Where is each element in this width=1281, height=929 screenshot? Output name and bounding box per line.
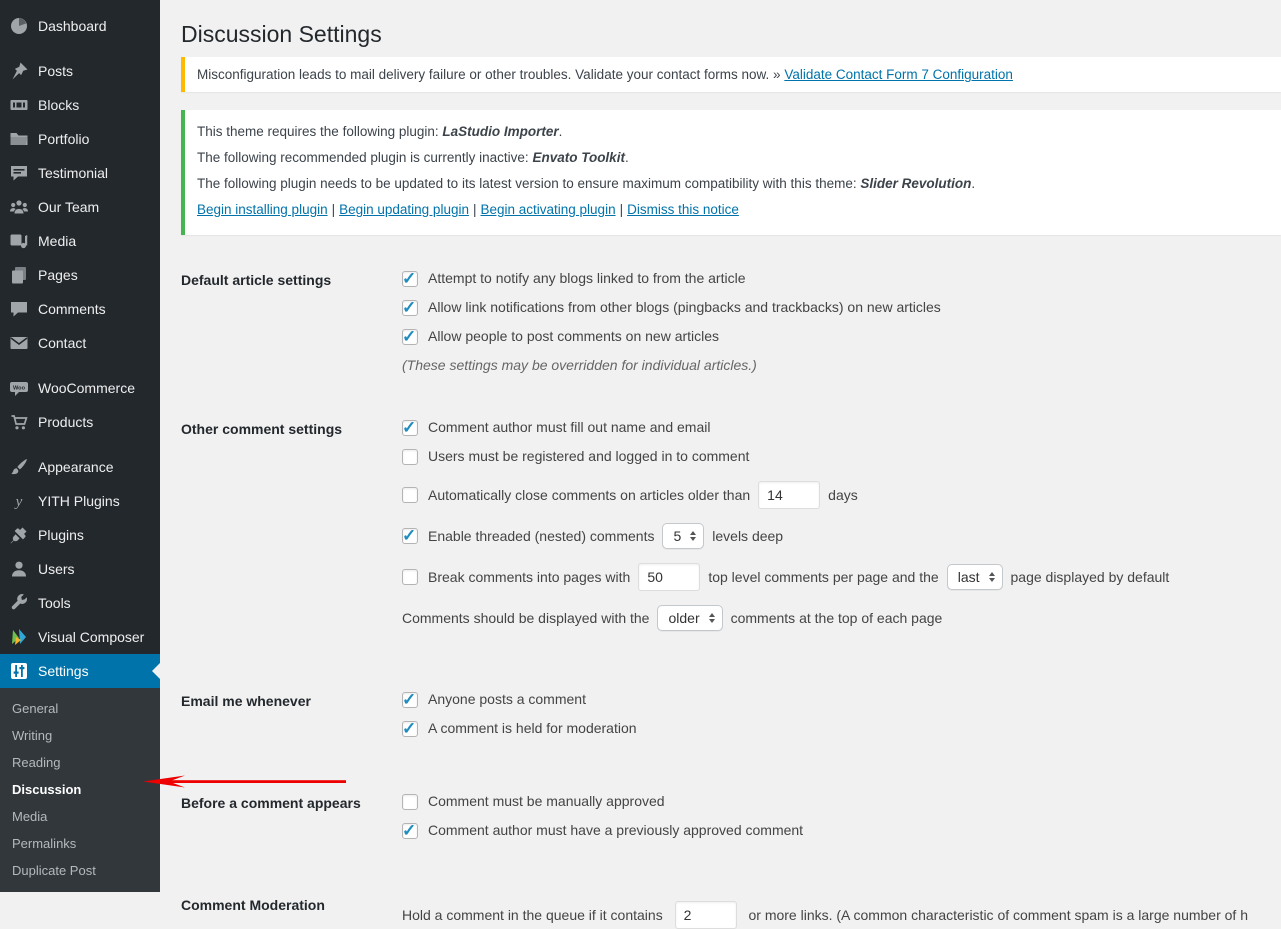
link-separator: | xyxy=(472,202,477,217)
dismiss-notice-link[interactable]: Dismiss this notice xyxy=(627,202,739,217)
checkbox-label: Comment author must have a previously approved comment xyxy=(428,822,804,838)
envelope-icon xyxy=(9,333,29,353)
sidebar-item-pages[interactable] xyxy=(0,258,160,292)
row-text: days xyxy=(828,486,858,503)
plugin-name: LaStudio Importer xyxy=(442,124,559,139)
pages-icon xyxy=(9,265,29,285)
allow-pingbacks-checkbox[interactable] xyxy=(402,300,418,316)
users-registered-row[interactable] xyxy=(402,446,1281,467)
sidebar-item-label: Contact xyxy=(38,335,87,351)
row-text: Enable threaded (nested) comments xyxy=(428,527,655,544)
sidebar-item-media[interactable] xyxy=(0,224,160,258)
row-text: Comments should be displayed with the xyxy=(402,609,650,626)
wrench-icon xyxy=(9,593,29,613)
submenu-item-media[interactable]: Media xyxy=(12,809,48,824)
sidebar-item-dashboard[interactable] xyxy=(0,9,160,43)
sidebar-item-label: Settings xyxy=(38,663,89,679)
select-value: 5 xyxy=(673,527,682,544)
sidebar-item-woocommerce[interactable] xyxy=(0,371,160,405)
thread-depth-select[interactable] xyxy=(662,523,704,549)
plugin-name: Envato Toolkit xyxy=(532,150,625,165)
select-arrows-icon xyxy=(690,531,696,541)
contact-form-warning-notice xyxy=(181,57,1281,92)
allow-comments-row[interactable] xyxy=(402,326,1281,347)
checkbox-label: Allow people to post comments on new articles xyxy=(428,328,720,344)
checkbox-label: Allow link notifications from other blogs (pingbacks and trackbacks) on new articles xyxy=(428,299,941,315)
plugin-required-line xyxy=(197,123,1269,140)
submenu-item-duplicate-post[interactable]: Duplicate Post xyxy=(12,863,96,878)
woocommerce-icon xyxy=(9,378,29,398)
section-controls xyxy=(402,689,1281,747)
select-value: older xyxy=(668,609,700,626)
sidebar-item-testimonial[interactable] xyxy=(0,156,160,190)
select-value: last xyxy=(957,568,980,585)
sidebar-item-label: Pages xyxy=(38,267,78,283)
section-label: Before a comment appears xyxy=(181,795,361,811)
begin-updating-plugin-link[interactable]: Begin updating plugin xyxy=(339,202,469,217)
submenu-item-permalinks[interactable]: Permalinks xyxy=(12,836,77,851)
sidebar-item-label: Plugins xyxy=(38,527,84,543)
link-separator: | xyxy=(331,202,336,217)
main-content xyxy=(160,0,1281,929)
section-default-article-settings xyxy=(181,268,1281,373)
sidebar-item-label: Our Team xyxy=(38,199,100,215)
yith-icon xyxy=(9,491,29,511)
comment-display-order-row xyxy=(402,605,1281,631)
dashboard-icon xyxy=(9,16,29,36)
sidebar-item-label: WooCommerce xyxy=(38,380,135,396)
allow-pingbacks-row[interactable] xyxy=(402,297,1281,318)
section-label: Default article settings xyxy=(181,272,332,288)
section-controls xyxy=(402,417,1281,645)
sidebar-item-contact[interactable] xyxy=(0,326,160,360)
user-icon xyxy=(9,559,29,579)
media-icon xyxy=(9,231,29,251)
sidebar-item-label: Posts xyxy=(38,63,74,79)
validate-contact-form-link[interactable]: Validate Contact Form 7 Configuration xyxy=(784,67,1013,82)
settings-sliders-icon xyxy=(9,661,29,681)
sidebar-item-products[interactable] xyxy=(0,405,160,439)
submenu-item-writing[interactable]: Writing xyxy=(12,728,53,743)
plugin-requirements-notice xyxy=(181,110,1281,235)
sidebar-item-appearance[interactable] xyxy=(0,450,160,484)
line-text: This theme requires the following plugin: xyxy=(197,124,439,139)
line-end: . xyxy=(971,176,976,191)
override-note: (These settings may be overridden for individual articles.) xyxy=(402,357,757,373)
sidebar-item-label: Dashboard xyxy=(38,18,107,34)
plug-icon xyxy=(9,525,29,545)
break-comments-pages-row xyxy=(402,563,1281,591)
sidebar-item-plugins[interactable] xyxy=(0,518,160,552)
submenu-item-reading[interactable]: Reading xyxy=(12,755,61,770)
line-text: The following recommended plugin is currently inactive: xyxy=(197,150,529,165)
sidebar-item-yith-plugins[interactable] xyxy=(0,484,160,518)
comment-bubble-icon xyxy=(9,299,29,319)
row-text: or more links. (A common characteristic of comment spam is a large number of h xyxy=(748,907,1248,923)
begin-activating-plugin-link[interactable]: Begin activating plugin xyxy=(480,202,616,217)
comment-held-moderation-row[interactable] xyxy=(402,718,1281,739)
section-controls xyxy=(402,268,1281,373)
sidebar-item-label: Appearance xyxy=(38,459,114,475)
sidebar-item-visual-composer[interactable] xyxy=(0,620,160,654)
author-fill-name-email-checkbox[interactable] xyxy=(402,420,418,436)
svg-text:y: y xyxy=(15,494,23,510)
cart-icon xyxy=(9,412,29,432)
checkbox-label: A comment is held for moderation xyxy=(428,720,637,736)
section-before-comment-appears xyxy=(181,791,1281,849)
manually-approved-checkbox[interactable] xyxy=(402,794,418,810)
line-text: The following plugin needs to be updated to its latest version to ensure maximum compatibility with this theme: xyxy=(197,176,857,191)
manually-approved-row[interactable] xyxy=(402,791,1281,812)
section-controls xyxy=(402,791,1281,849)
auto-close-comments-row xyxy=(402,481,1281,509)
sidebar-item-label: Testimonial xyxy=(38,165,109,181)
folder-icon xyxy=(9,129,29,149)
admin-sidebar xyxy=(0,0,160,878)
section-label: Email me whenever xyxy=(181,693,311,709)
checkbox-label: Attempt to notify any blogs linked to from the article xyxy=(428,270,746,286)
blocks-icon xyxy=(9,95,29,115)
anyone-posts-comment-checkbox[interactable] xyxy=(402,692,418,708)
sidebar-item-portfolio[interactable] xyxy=(0,122,160,156)
svg-text:Woo: Woo xyxy=(12,385,26,392)
line-end: . xyxy=(624,150,629,165)
threaded-comments-checkbox[interactable] xyxy=(402,528,418,544)
row-text: Break comments into pages with xyxy=(428,568,631,585)
plugin-action-links xyxy=(197,201,1269,218)
comment-order-select[interactable] xyxy=(657,605,722,631)
sidebar-item-label: Media xyxy=(38,233,77,249)
sidebar-item-users[interactable] xyxy=(0,552,160,586)
users-registered-checkbox[interactable] xyxy=(402,449,418,465)
row-text: levels deep xyxy=(712,527,784,544)
sidebar-item-label: Users xyxy=(38,561,75,577)
discussion-settings-form xyxy=(181,268,1281,929)
testimonial-bubble-icon xyxy=(9,163,29,183)
team-icon xyxy=(9,197,29,217)
auto-close-checkbox[interactable] xyxy=(402,487,418,503)
threaded-comments-row xyxy=(402,523,1281,549)
section-controls xyxy=(402,893,1281,929)
warning-text: Misconfiguration leads to mail delivery failure or other troubles. Validate your contact forms now. » xyxy=(197,67,781,82)
plugin-inactive-line xyxy=(197,149,1269,166)
sidebar-item-settings[interactable] xyxy=(0,654,160,688)
row-text: top level comments per page and the xyxy=(708,568,939,585)
default-page-select[interactable] xyxy=(947,564,1003,590)
section-label: Other comment settings xyxy=(181,421,343,437)
row-text: page displayed by default xyxy=(1010,568,1170,585)
select-arrows-icon xyxy=(709,613,715,623)
row-text: Automatically close comments on articles older than xyxy=(428,486,751,503)
break-pages-checkbox[interactable] xyxy=(402,569,418,585)
comment-held-moderation-checkbox[interactable] xyxy=(402,721,418,737)
previously-approved-checkbox[interactable] xyxy=(402,823,418,839)
sidebar-item-label: Visual Composer xyxy=(38,629,145,645)
sidebar-item-label: YITH Plugins xyxy=(38,493,120,509)
checkbox-label: Comment author must fill out name and email xyxy=(428,419,711,435)
submenu-item-general[interactable]: General xyxy=(12,701,59,716)
section-label: Comment Moderation xyxy=(181,897,325,913)
row-text: comments at the top of each page xyxy=(730,609,943,626)
author-fill-name-email-row[interactable] xyxy=(402,417,1281,438)
pushpin-icon xyxy=(9,61,29,81)
settings-submenu xyxy=(0,688,160,892)
sidebar-item-posts[interactable] xyxy=(0,54,160,88)
sidebar-item-tools[interactable] xyxy=(0,586,160,620)
plugin-name: Slider Revolution xyxy=(860,176,972,191)
row-text: Hold a comment in the queue if it contains xyxy=(402,907,663,923)
sidebar-item-label: Comments xyxy=(38,301,106,317)
checkbox-label: Users must be registered and logged in to comment xyxy=(428,448,750,464)
close-comments-days-input[interactable] xyxy=(758,481,820,509)
sidebar-item-label: Portfolio xyxy=(38,131,90,147)
anyone-posts-comment-row[interactable] xyxy=(402,689,1281,710)
checkbox-label: Comment must be manually approved xyxy=(428,793,665,809)
section-other-comment-settings xyxy=(181,417,1281,645)
section-email-me-whenever xyxy=(181,689,1281,747)
sidebar-item-our-team[interactable] xyxy=(0,190,160,224)
previously-approved-row[interactable] xyxy=(402,820,1281,841)
sidebar-item-label: Blocks xyxy=(38,97,80,113)
begin-installing-plugin-link[interactable]: Begin installing plugin xyxy=(197,202,328,217)
menu-separator xyxy=(0,360,160,371)
checkbox-label: Anyone posts a comment xyxy=(428,691,586,707)
sidebar-item-label: Products xyxy=(38,414,94,430)
submenu-item-discussion[interactable]: Discussion xyxy=(12,782,82,797)
menu-separator xyxy=(0,43,160,54)
allow-comments-checkbox[interactable] xyxy=(402,329,418,345)
link-separator: | xyxy=(619,202,624,217)
sidebar-item-label: Tools xyxy=(38,595,71,611)
line-end: . xyxy=(558,124,563,139)
section-comment-moderation xyxy=(181,893,1281,929)
notify-blogs-row[interactable] xyxy=(402,268,1281,289)
sidebar-item-comments[interactable] xyxy=(0,292,160,326)
comments-per-page-input[interactable] xyxy=(638,563,700,591)
moderation-links-count-input[interactable] xyxy=(675,901,737,929)
notify-blogs-checkbox[interactable] xyxy=(402,271,418,287)
plugin-update-line xyxy=(197,175,1269,192)
page-title: Discussion Settings xyxy=(181,21,382,47)
visual-composer-icon xyxy=(9,627,29,647)
menu-separator xyxy=(0,439,160,450)
select-arrows-icon xyxy=(989,572,995,582)
sidebar-item-blocks[interactable] xyxy=(0,88,160,122)
brush-icon xyxy=(9,457,29,477)
